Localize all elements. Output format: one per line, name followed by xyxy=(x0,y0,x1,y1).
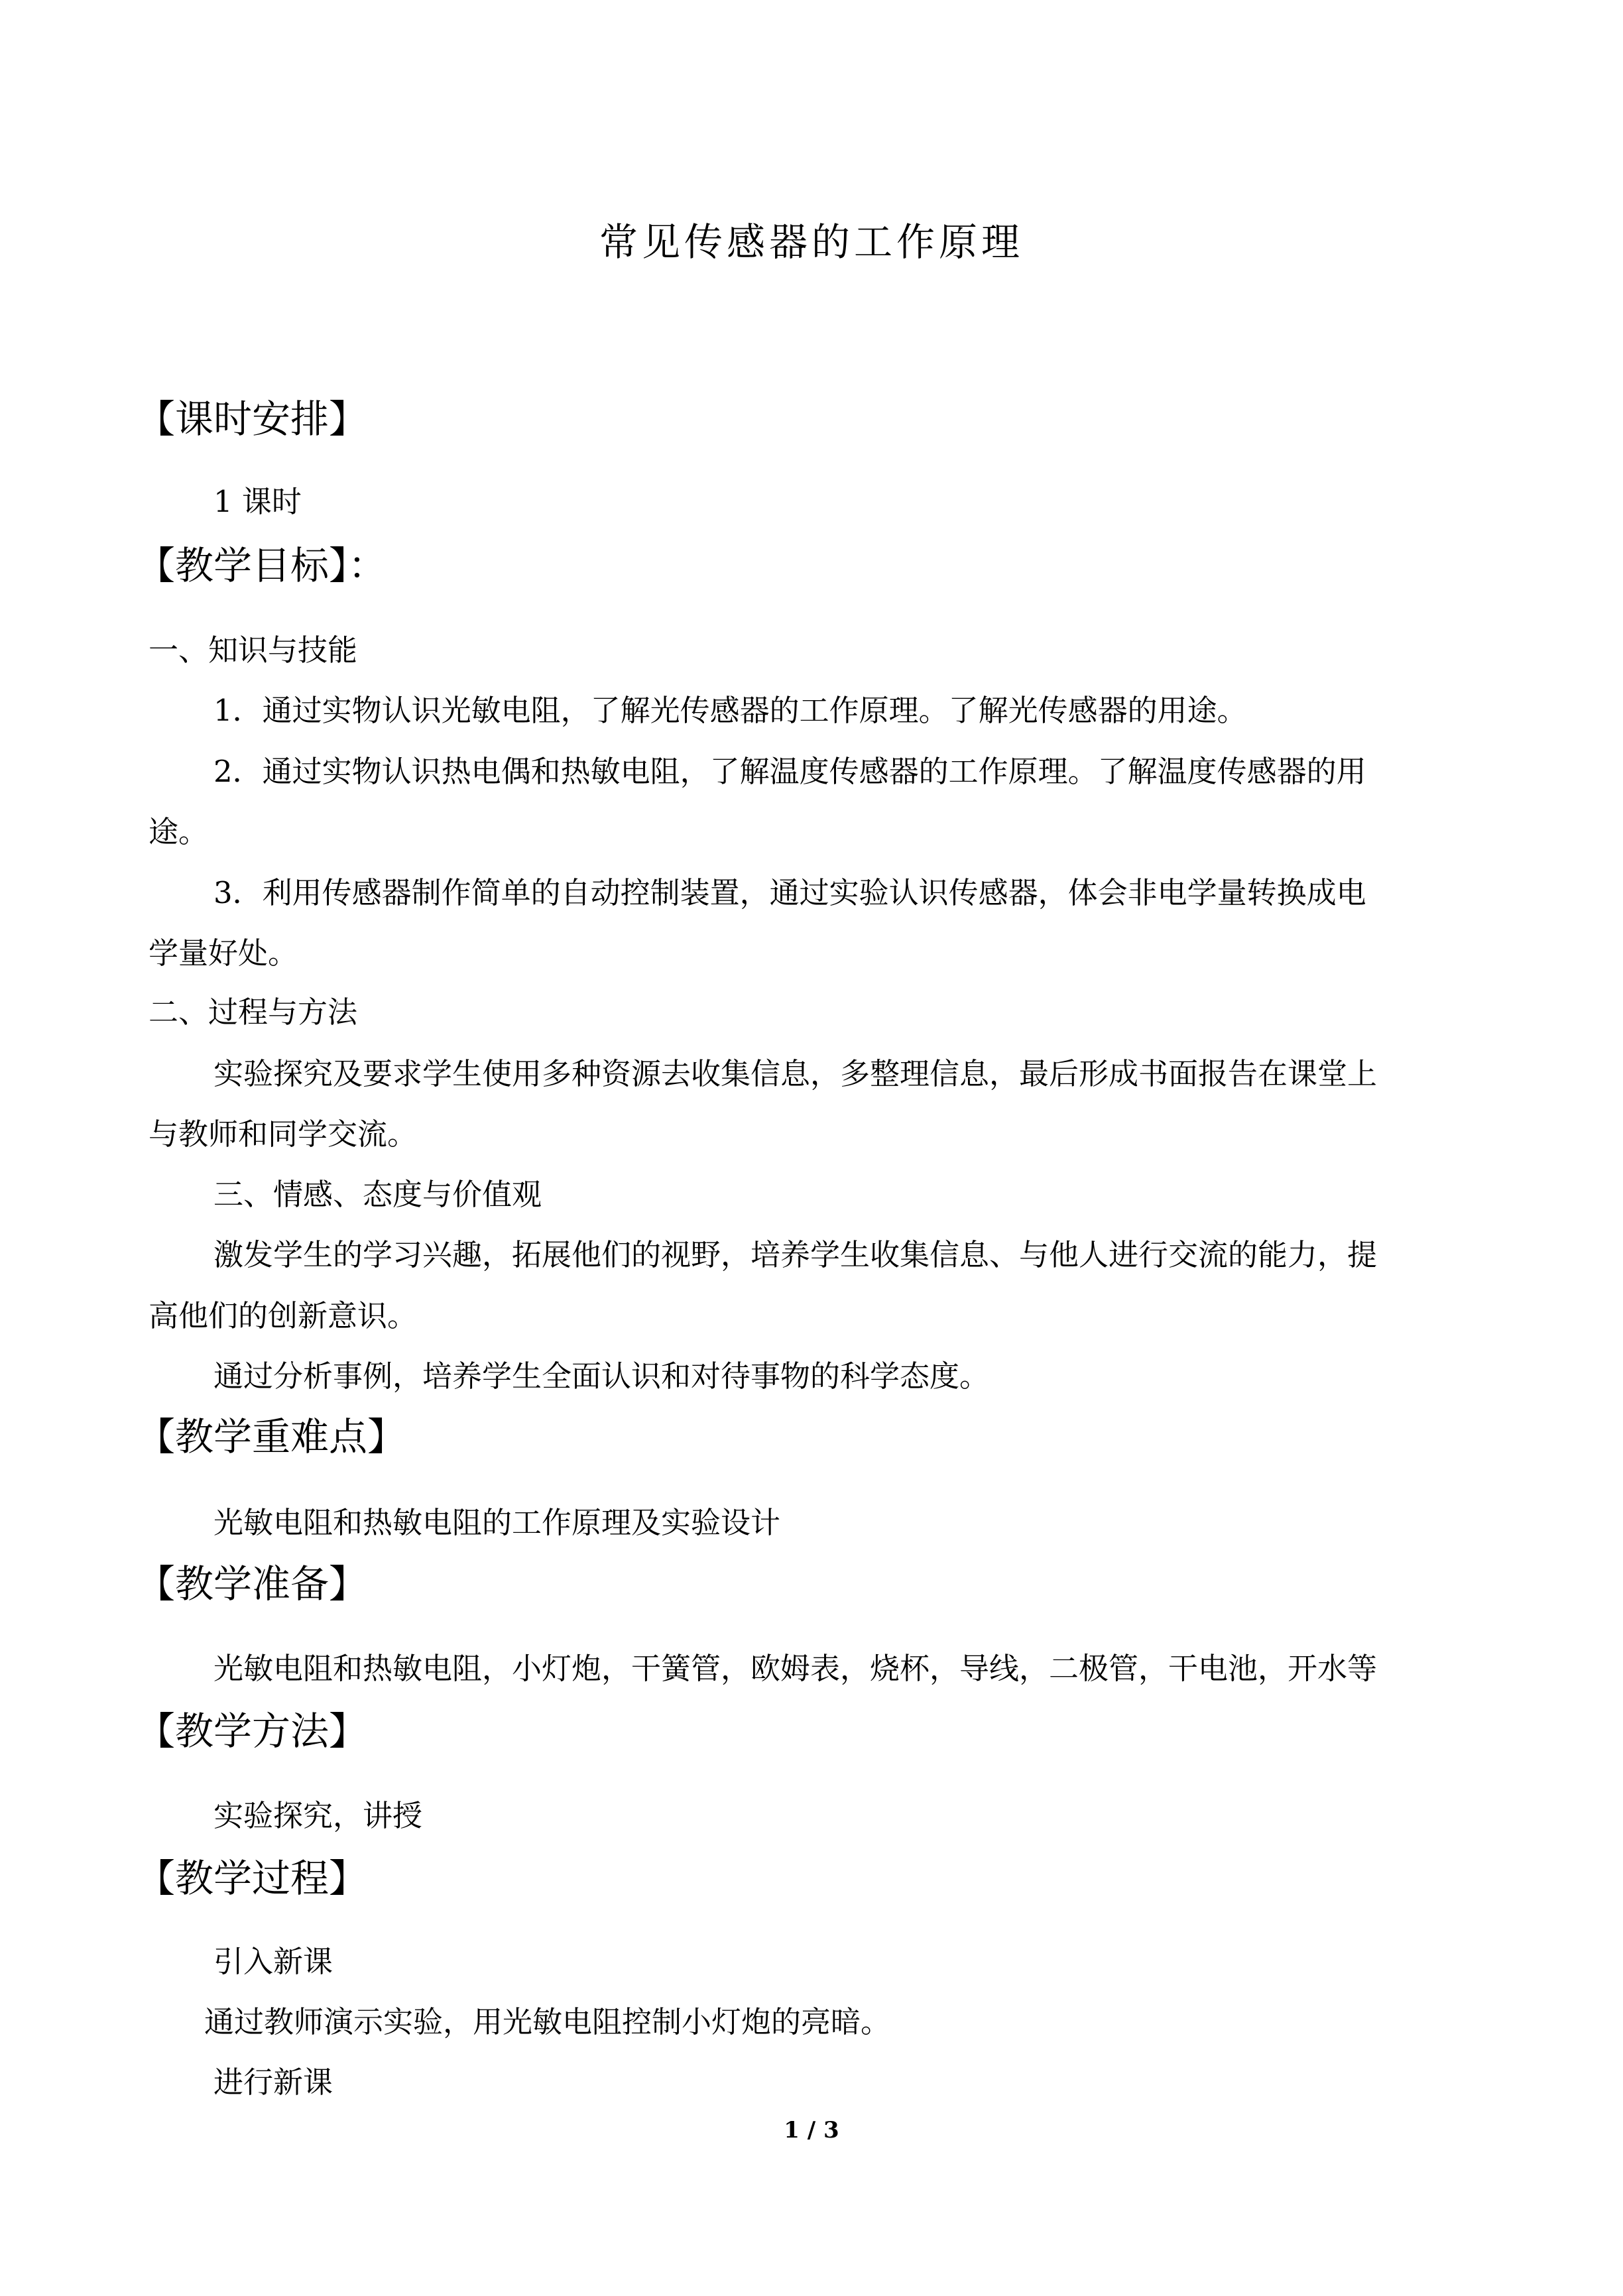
preparation-text: 光敏电阻和热敏电阻，小灯炮，干簧管，欧姆表，烧杯，导线，二极管，干电池，开水等 xyxy=(213,1651,1378,1686)
objectives-part3-line2: 高他们的创新意识。 xyxy=(149,1298,418,1333)
objectives-item3-line1: 3．利用传感器制作简单的自动控制装置，通过实验认识传感器，体会非电学量转换成电 xyxy=(213,875,1366,910)
document-title: 常见传感器的工作原理 xyxy=(599,219,1024,265)
objectives-item2-line1: 2．通过实物认识热电偶和热敏电阻，了解温度传感器的工作原理。了解温度传感器的用 xyxy=(213,754,1366,789)
heading-process: 【教学过程】 xyxy=(137,1856,368,1901)
heading-preparation: 【教学准备】 xyxy=(137,1561,368,1606)
objectives-part3-line1: 激发学生的学习兴趣，拓展他们的视野，培养学生收集信息、与他人进行交流的能力，提 xyxy=(213,1237,1378,1272)
method-text: 实验探究，讲授 xyxy=(213,1798,423,1833)
heading-method: 【教学方法】 xyxy=(137,1709,368,1754)
schedule-text: 1 课时 xyxy=(213,484,302,519)
objectives-part3-line3: 通过分析事例，培养学生全面认识和对待事物的科学态度。 xyxy=(213,1359,990,1394)
objectives-part2: 二、过程与方法 xyxy=(149,995,358,1030)
heading-objectives: 【教学目标】： xyxy=(137,543,387,588)
page-number: 1 / 3 xyxy=(784,2117,839,2144)
objectives-part1: 一、知识与技能 xyxy=(149,633,358,668)
objectives-part3: 三、情感、态度与价值观 xyxy=(213,1177,542,1212)
objectives-item2-line2: 途。 xyxy=(149,814,209,849)
heading-schedule: 【课时安排】 xyxy=(137,396,368,442)
process-new: 进行新课 xyxy=(213,2065,333,2100)
objectives-item3-line2: 学量好处。 xyxy=(149,936,298,971)
objectives-part2-line2: 与教师和同学交流。 xyxy=(149,1117,418,1152)
heading-keypoints: 【教学重难点】 xyxy=(137,1414,406,1459)
process-intro: 引入新课 xyxy=(213,1944,333,1979)
objectives-part2-line1: 实验探究及要求学生使用多种资源去收集信息，多整理信息，最后形成书面报告在课堂上 xyxy=(213,1056,1378,1091)
process-intro-text: 通过教师演示实验，用光敏电阻控制小灯炮的亮暗。 xyxy=(204,2004,891,2039)
keypoints-text: 光敏电阻和热敏电阻的工作原理及实验设计 xyxy=(213,1505,781,1540)
objectives-item1: 1．通过实物认识光敏电阻，了解光传感器的工作原理。了解光传感器的用途。 xyxy=(213,693,1247,728)
